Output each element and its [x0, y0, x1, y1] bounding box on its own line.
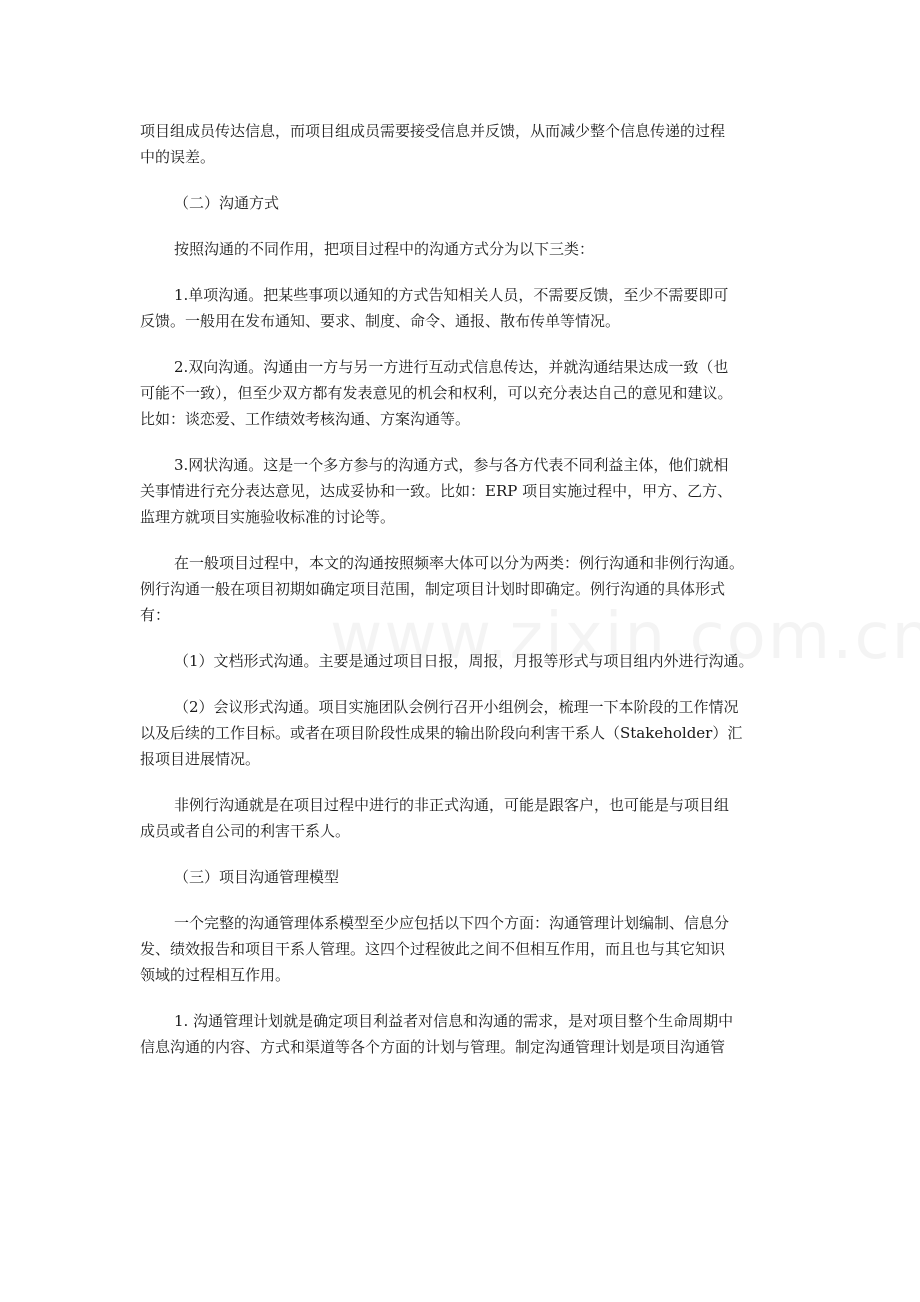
text-line: 项目组成员传达信息，而项目组成员需要接受信息并反馈，从而减少整个信息传递的过程 — [140, 122, 726, 140]
text-line: 中的误差。 — [140, 148, 216, 166]
text-line: 3.网状沟通。这是一个多方参与的沟通方式，参与各方代表不同利益主体，他们就相 — [174, 456, 729, 474]
text-line: 成员或者自公司的利害干系人。 — [140, 822, 351, 840]
text-line: 可能不一致），但至少双方都有发表意见的机会和权利，可以充分表达自己的意见和建议。 — [140, 384, 733, 402]
text-line: 报项目进展情况。 — [140, 750, 261, 768]
paragraph — [140, 190, 800, 216]
text-line: 有： — [140, 606, 171, 624]
paragraph — [140, 452, 800, 530]
text-line: 关事情进行充分表达意见，达成妥协和一致。比如：ERP 项目实施过程中，甲方、乙方、 — [140, 482, 733, 500]
text-line: 非例行沟通就是在项目过程中进行的非正式沟通，可能是跟客户，也可能是与项目组 — [174, 796, 730, 814]
text-line: 信息沟通的内容、方式和渠道等各个方面的计划与管理。制定沟通管理计划是项目沟通管 — [140, 1038, 726, 1056]
document-body — [140, 118, 800, 1080]
text-line: 例行沟通一般在项目初期如确定项目范围，制定项目计划时即确定。例行沟通的具体形式 — [140, 580, 726, 598]
text-line: 按照沟通的不同作用，把项目过程中的沟通方式分为以下三类： — [174, 240, 595, 258]
text-line: （三）项目沟通管理模型 — [174, 868, 340, 886]
text-line: 1. 沟通管理计划就是确定项目利益者对信息和沟通的需求，是对项目整个生命周期中 — [174, 1012, 734, 1030]
paragraph — [140, 1008, 800, 1060]
text-line: 监理方就项目实施验收标准的讨论等。 — [140, 508, 396, 526]
paragraph — [140, 910, 800, 988]
text-line: 在一般项目过程中，本文的沟通按照频率大体可以分为两类：例行沟通和非例行沟通。 — [174, 554, 745, 572]
text-line: 一个完整的沟通管理体系模型至少应包括以下四个方面：沟通管理计划编制、信息分 — [174, 914, 730, 932]
text-line: （1）文档形式沟通。主要是通过项目日报，周报，月报等形式与项目组内外进行沟通。 — [174, 652, 754, 670]
paragraph — [140, 550, 800, 628]
text-line: 比如：谈恋爱、工作绩效考核沟通、方案沟通等。 — [140, 410, 471, 428]
paragraph — [140, 118, 800, 170]
paragraph — [140, 864, 800, 890]
paragraph — [140, 282, 800, 334]
paragraph — [140, 694, 800, 772]
text-line: （二）沟通方式 — [174, 194, 280, 212]
text-line: 2.双向沟通。沟通由一方与另一方进行互动式信息传达，并就沟通结果达成一致（也 — [174, 358, 729, 376]
text-line: 领域的过程相互作用。 — [140, 966, 291, 984]
text-line: （2）会议形式沟通。项目实施团队会例行召开小组例会，梳理一下本阶段的工作情况 — [174, 698, 739, 716]
paragraph — [140, 648, 800, 674]
paragraph — [140, 236, 800, 262]
paragraph — [140, 792, 800, 844]
paragraph — [140, 354, 800, 432]
text-line: 以及后续的工作目标。或者在项目阶段性成果的输出阶段向利害干系人（Stakeholder）汇 — [140, 724, 743, 742]
text-line: 发、绩效报告和项目干系人管理。这四个过程彼此之间不但相互作用，而且也与其它知识 — [140, 940, 726, 958]
text-line: 反馈。一般用在发布通知、要求、制度、命令、通报、散布传单等情况。 — [140, 312, 621, 330]
text-line: 1.单项沟通。把某些事项以通知的方式告知相关人员，不需要反馈，至少不需要即可 — [174, 286, 729, 304]
